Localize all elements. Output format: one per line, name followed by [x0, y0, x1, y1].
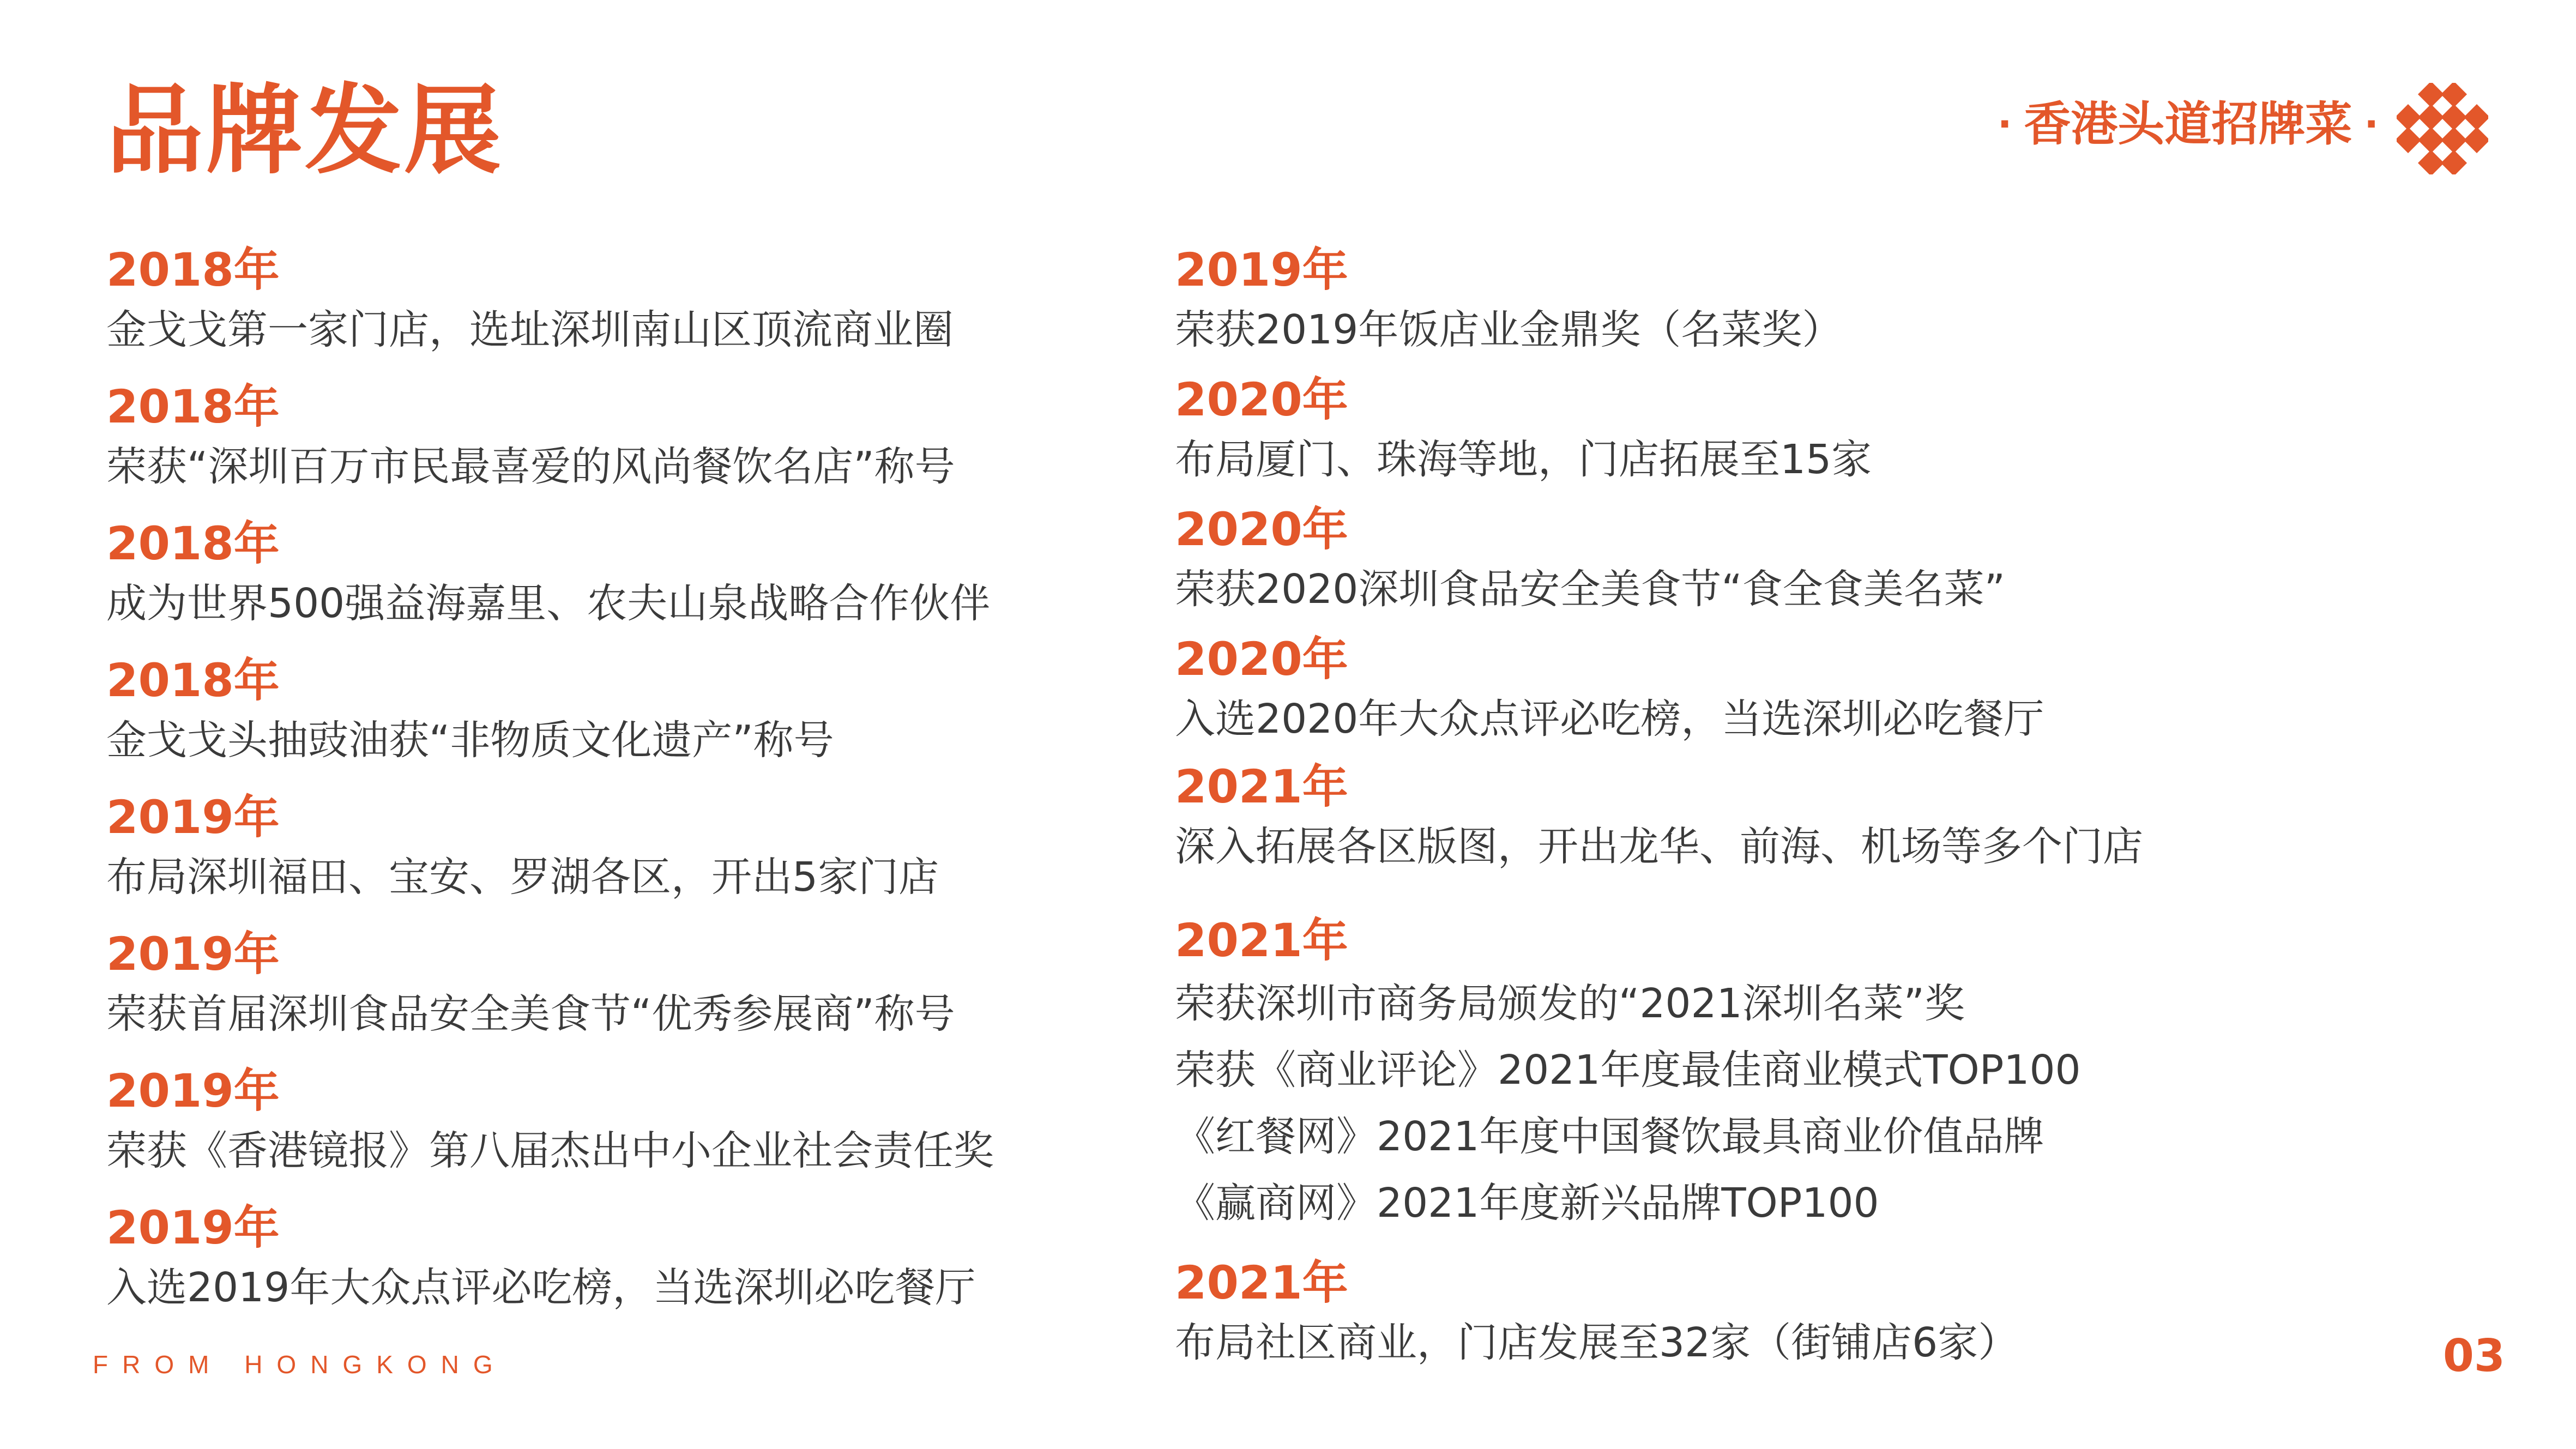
timeline-entry — [106, 514, 994, 650]
timeline-entry — [1175, 757, 2143, 910]
timeline-entry — [1175, 910, 2143, 1253]
timeline-entry — [106, 924, 994, 1061]
timeline-desc: 荣获“深圳百万市民最喜爱的风尚餐饮名店”称号 — [106, 443, 955, 490]
timeline-entry — [106, 240, 994, 377]
diamond-grid-logo-icon — [2397, 83, 2488, 174]
timeline-desc: 深入拓展各区版图，开出龙华、前海、机场等多个门店 — [1175, 823, 2143, 870]
logo-diamond — [2418, 104, 2444, 130]
timeline-year: 2018年 — [106, 380, 280, 433]
timeline-year: 2021年 — [1175, 760, 1348, 813]
timeline-desc: 布局厦门、珠海等地，门店拓展至15家 — [1175, 436, 1872, 483]
timeline-entry — [1175, 1253, 2143, 1373]
logo-diamond — [2441, 150, 2467, 174]
timeline-desc: 金戈戈头抽豉油获“非物质文化遗产”称号 — [106, 717, 834, 764]
logo-diamond — [2418, 150, 2444, 174]
logo-diamond — [2397, 127, 2421, 153]
timeline-entry — [106, 787, 994, 924]
timeline-entry — [106, 377, 994, 514]
brand-tagline — [1986, 97, 2391, 152]
timeline-year: 2018年 — [106, 517, 280, 570]
timeline-year: 2019年 — [106, 927, 280, 981]
timeline-desc: 荣获《商业评论》2021年度最佳商业模式TOP100 — [1175, 1047, 2081, 1094]
timeline-desc: 荣获首届深圳食品安全美食节“优秀参展商”称号 — [106, 991, 955, 1037]
logo-diamond — [2441, 127, 2467, 153]
timeline-year: 2020年 — [1175, 503, 1348, 556]
logo-diamond — [2464, 104, 2488, 130]
timeline-year: 2019年 — [1175, 243, 1348, 297]
timeline-entry — [1175, 240, 2143, 370]
timeline-year: 2018年 — [106, 654, 280, 707]
timeline-desc: 入选2019年大众点评必吃榜，当选深圳必吃餐厅 — [106, 1264, 976, 1311]
timeline-desc: 荣获《香港镜报》第八届杰出中小企业社会责任奖 — [106, 1127, 994, 1174]
timeline-desc: 布局社区商业，门店发展至32家（街铺店6家） — [1175, 1319, 2019, 1366]
logo-diamond — [2418, 127, 2444, 153]
timeline-desc: 荣获深圳市商务局颁发的“2021深圳名菜”奖 — [1175, 980, 1965, 1027]
logo-diamond — [2418, 83, 2444, 107]
timeline-left — [106, 240, 994, 1335]
timeline-year: 2020年 — [1175, 632, 1348, 686]
timeline-desc: 《赢商网》2021年度新兴品牌TOP100 — [1175, 1180, 1879, 1227]
timeline-entry — [106, 650, 994, 787]
timeline-entry — [1175, 629, 2143, 757]
timeline-entry — [106, 1198, 994, 1335]
timeline-right — [1175, 240, 2143, 1373]
timeline-year: 2019年 — [106, 1064, 280, 1118]
footer-tagline: FROM HONGKONG — [93, 1350, 507, 1379]
brand-dot-left: · — [1997, 102, 2012, 147]
timeline-entry — [106, 1061, 994, 1198]
brand-text: 香港头道招牌菜 — [2024, 97, 2352, 152]
timeline-year: 2021年 — [1175, 914, 1348, 967]
timeline-entry — [1175, 370, 2143, 499]
timeline-year: 2020年 — [1175, 373, 1348, 426]
page-title: 品牌发展 — [106, 74, 503, 187]
logo-diamond — [2441, 104, 2467, 130]
logo-diamond — [2441, 83, 2467, 107]
timeline-desc: 金戈戈第一家门店，选址深圳南山区顶流商业圈 — [106, 306, 954, 353]
timeline-desc: 成为世界500强益海嘉里、农夫山泉战略合作伙伴 — [106, 580, 991, 627]
timeline-year: 2019年 — [106, 790, 280, 844]
timeline-year: 2018年 — [106, 243, 280, 297]
brand-dot-right: · — [2364, 102, 2379, 147]
timeline-desc: 荣获2020深圳食品安全美食节“食全食美名菜” — [1175, 566, 2005, 613]
timeline-year: 2021年 — [1175, 1256, 1348, 1309]
timeline-entry — [1175, 499, 2143, 629]
timeline-desc: 布局深圳福田、宝安、罗湖各区，开出5家门店 — [106, 854, 939, 901]
timeline-desc: 《红餐网》2021年度中国餐饮最具商业价值品牌 — [1175, 1113, 2044, 1160]
logo-diamond — [2464, 127, 2488, 153]
timeline-desc: 入选2020年大众点评必吃榜，当选深圳必吃餐厅 — [1175, 696, 2044, 742]
logo-diamond — [2397, 104, 2421, 130]
page-number: 03 — [2442, 1330, 2505, 1382]
timeline-year: 2019年 — [106, 1201, 280, 1254]
timeline-desc: 荣获2019年饭店业金鼎奖（名菜奖） — [1175, 306, 1843, 353]
